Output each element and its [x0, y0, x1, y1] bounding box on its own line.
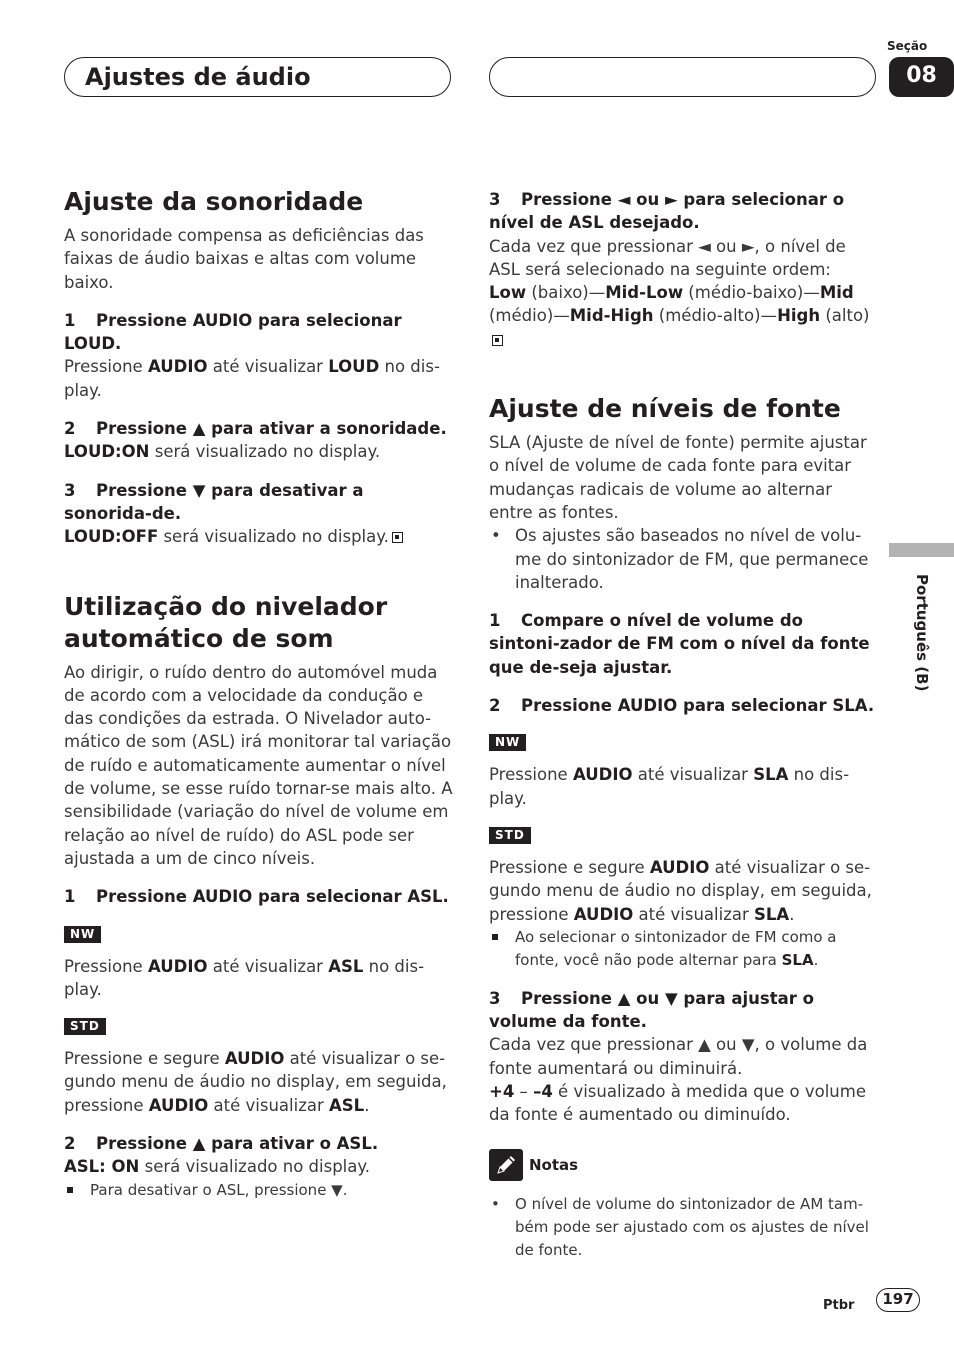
end-mark-icon	[492, 335, 503, 346]
sla-step3-range: +4 – –4 é visualizado à medida que o volume da fonte é aumentado ou diminuído.	[489, 1082, 866, 1125]
end-mark-icon	[392, 532, 403, 543]
bullet-icon: •	[491, 526, 501, 546]
nw-tag: NW	[489, 734, 526, 751]
sla-std-text: Pressione e segure AUDIO até visualizar o se-gundo menu de áudio no display, em seguida, pressione AUDIO até visualizar SLA.	[489, 857, 872, 924]
left-column	[64, 186, 454, 1202]
sla-std-note: Ao selecionar o sintonizador de FM como a fonte, você não pode alternar para SLA.	[489, 926, 877, 972]
loudness-step1-text: Pressione AUDIO até visualizar LOUD no dis-play.	[64, 357, 440, 400]
footer-lang-code: Ptbr	[823, 1298, 855, 1313]
loudness-step1: 1 Pressione AUDIO para selecionar LOUD.	[64, 310, 402, 354]
std-tag: STD	[489, 827, 531, 844]
sla-step1: 1 Compare o nível de volume do sintoni-zador de FM com o nível da fonte que de-seja ajustar.	[489, 611, 870, 677]
notes-header	[489, 1149, 877, 1181]
heading-sla: Ajuste de níveis de fonte	[489, 394, 841, 424]
section-number: 08	[889, 57, 954, 97]
loudness-step2: 2 Pressione ▲ para ativar a sonoridade.	[64, 419, 447, 439]
side-tab-bar	[889, 543, 954, 557]
asl-step2-text: ASL: ON será visualizado no display.	[64, 1157, 371, 1177]
square-bullet-icon	[492, 934, 498, 940]
asl-nw-text: Pressione AUDIO até visualizar ASL no dis-play.	[64, 956, 425, 999]
asl-intro: Ao dirigir, o ruído dentro do automóvel muda de acordo com a velocidade da condução e das condições da estrada. O Nivelador auto-mático de som (ASL) irá monitorar tal variação de ruído e automaticamente aumentar o nível de volume, se esse ruído tornar-se mais alto. A sensibilidade (variação do nível de volume em relação ao nível de ruído) do ASL pode ser ajustada a um de cinco níveis.	[64, 662, 453, 868]
section-label: Seção	[887, 39, 928, 53]
right-column	[489, 188, 877, 1262]
asl-step2-note: Para desativar o ASL, pressione ▼.	[64, 1179, 454, 1202]
sla-bullet: • Os ajustes são baseados no nível de volu-me do sintonizador de FM, que permanece inalterado.	[491, 526, 869, 592]
note-item: • O nível de volume do sintonizador de AM tam-bém pode ser ajustado com os ajustes de nível de fonte.	[491, 1194, 869, 1259]
section-title-box	[64, 57, 451, 97]
sla-step3: 3 Pressione ▲ ou ▼ para ajustar o volume da fonte.	[489, 988, 814, 1032]
asl-step1: 1 Pressione AUDIO para selecionar ASL.	[64, 887, 449, 907]
bullet-icon: •	[491, 1194, 500, 1213]
nw-tag: NW	[64, 926, 101, 943]
asl-std-text: Pressione e segure AUDIO até visualizar o se-gundo menu de áudio no display, em seguida, pressione AUDIO até visualizar ASL.	[64, 1049, 447, 1115]
side-tab-language: Português (B)	[913, 574, 931, 692]
asl-step3-text: Cada vez que pressionar ◄ ou ►, o nível de ASL será selecionado na seguinte ordem:	[489, 236, 846, 279]
heading-asl: Utilização do nivelador automático de som	[64, 591, 388, 653]
section-title: Ajustes de áudio	[85, 63, 311, 91]
heading-loudness: Ajuste da sonoridade	[64, 187, 364, 216]
sla-step2: 2 Pressione AUDIO para selecionar SLA.	[489, 696, 875, 716]
sla-step3-text: Cada vez que pressionar ▲ ou ▼, o volume da fonte aumentará ou diminuirá.	[489, 1035, 868, 1078]
asl-step2: 2 Pressione ▲ para ativar o ASL.	[64, 1134, 379, 1154]
header-blank-box	[489, 57, 876, 97]
loudness-step2-text: LOUD:ON será visualizado no display.	[64, 442, 381, 462]
loudness-step3: 3 Pressione ▼ para desativar a sonorida-de.	[64, 480, 364, 523]
page-number: 197	[876, 1288, 920, 1312]
asl-level-order: Low (baixo)—Mid-Low (médio-baixo)—Mid (médio)—Mid-High (médio-alto)—High (alto)	[489, 281, 877, 351]
asl-step3: 3 Pressione ◄ ou ► para selecionar o nível de ASL desejado.	[489, 190, 845, 233]
sla-intro: SLA (Ajuste de nível de fonte) permite ajustar o nível de volume de cada fonte para evitar mudanças radicais de volume ao alternar entre as fontes.	[489, 433, 867, 522]
loudness-intro: A sonoridade compensa as deficiências das faixas de áudio baixas e altas com volume baixo.	[64, 226, 424, 292]
sla-nw-text: Pressione AUDIO até visualizar SLA no dis-play.	[489, 765, 850, 808]
note-pencil-icon	[489, 1149, 523, 1181]
loudness-step3-text: LOUD:OFF será visualizado no display.	[64, 525, 454, 548]
square-bullet-icon	[67, 1187, 73, 1193]
std-tag: STD	[64, 1018, 106, 1035]
notes-title: Notas	[529, 1155, 579, 1174]
